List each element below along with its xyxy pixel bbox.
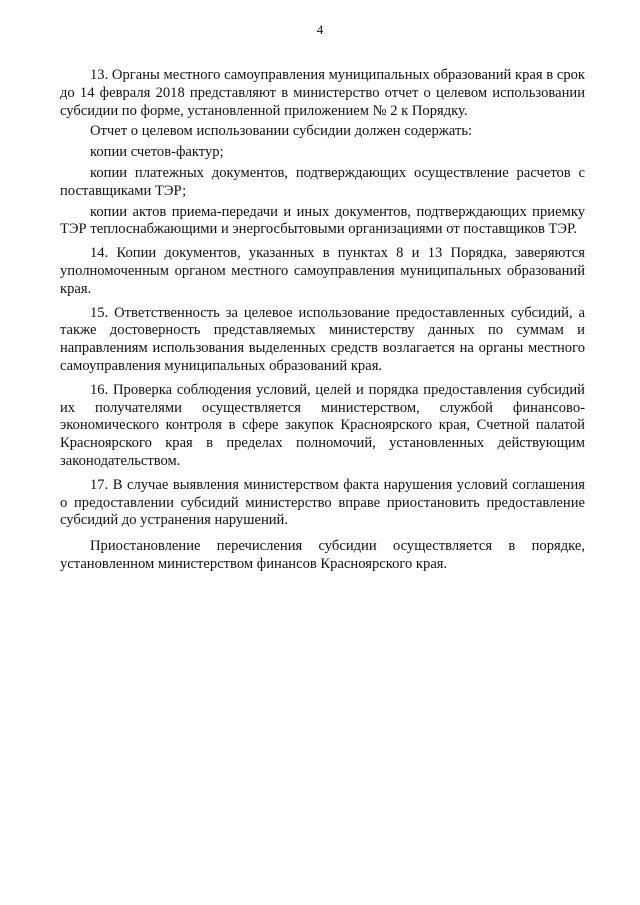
page-number: 4 bbox=[316, 22, 324, 37]
paragraph-13: 13. Органы местного самоуправления муниципальных образований края в срок до 14 февраля 2018 представляют в министерство отчет о целевом использовании субсидии по форме, установленной приложением № 2 к Порядку. bbox=[60, 67, 585, 119]
report-item-acceptance-acts: копии актов приема-передачи и иных документов, подтверждающих приемку ТЭР теплоснабжающими и энергосбытовыми организациями от поставщиков ТЭР. bbox=[60, 203, 585, 238]
suspension-paragraph: Приостановление перечисления субсидии осуществляется в порядке, установленном министерством финансов Красноярского края. bbox=[60, 538, 585, 572]
document-body bbox=[60, 67, 585, 577]
paragraph-14: 14. Копии документов, указанных в пунктах 8 и 13 Порядка, заверяются уполномоченным органом местного самоуправления муниципальных образований края. bbox=[60, 245, 585, 297]
report-item-payment-documents: копии платежных документов, подтверждающих осуществление расчетов с поставщиками ТЭР; bbox=[60, 164, 585, 199]
report-item-invoices: копии счетов-фактур; bbox=[90, 144, 224, 161]
paragraph-16: 16. Проверка соблюдения условий, целей и порядка предоставления субсидий их получателями осуществляется министерством, службой финансово-экономического контроля в сфере закупок Красноярского края, Счетной палатой Красноярского края в пределах полномочий, установленных действующим законодательством. bbox=[60, 381, 585, 469]
paragraph-17: 17. В случае выявления министерством факта нарушения условий соглашения о предоставлении субсидий министерство вправе приостановить предоставление субсидий до устранения нарушений. bbox=[60, 476, 585, 529]
report-contents-intro: Отчет о целевом использовании субсидии должен содержать: bbox=[90, 123, 473, 140]
paragraph-15: 15. Ответственность за целевое использование предоставленных субсидий, а также достоверность представляемых министерству данных по суммам и направлениям использования выделенных средств возлагается на органы местного самоуправления муниципальных образований края. bbox=[60, 304, 585, 374]
